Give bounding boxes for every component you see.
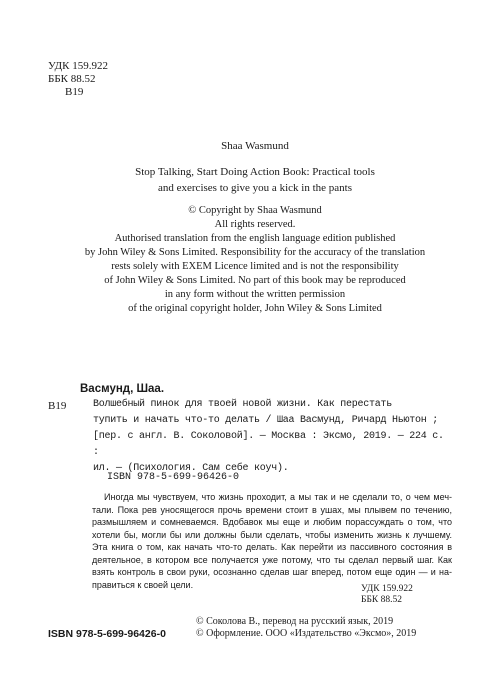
top-classification-codes (48, 60, 108, 99)
copyright-line: © Соколова В., перевод на русский язык, 2019 (196, 616, 394, 627)
copyright-line: of John Wiley & Sons Limited. No part of this book may be reproduced (104, 275, 406, 286)
annotation-line: взять контроль в свои руки, осознанно сделав шаг вперед, потом еще один — и на- (92, 567, 452, 577)
annotation-line: тали. Пока рев уносящегося прочь времени стоит в ушах, мы плывем по течению, (92, 504, 452, 515)
copyright-line: All rights reserved. (214, 219, 296, 230)
annotation-line: размышляем и сомневаемся. Вдобавок мы еще и любим порассуждать о том, что (92, 517, 452, 527)
copyright-line: rests solely with EXEM Licence limited and is not the responsibility (111, 261, 399, 272)
bottom-classification-codes (361, 584, 413, 606)
annotation-line: Иногда мы чувствуем, что жизнь проходит, а мы так и не сделали то, о чем меч- (104, 492, 452, 502)
annotation-line: Эта книга о том, как начать что-то делать. Как перейти из пассивного состояния в (92, 542, 452, 552)
bib-line: [пер. с англ. В. Соколовой]. — Москва : Эксмо, 2019. — 224 с. : (93, 431, 444, 458)
bibliographic-code: В19 (48, 400, 67, 412)
bbk-code: ББК 88.52 (48, 73, 96, 85)
original-title-line: and exercises to give you a kick in the pants (158, 182, 352, 194)
author-sign-code: В19 (65, 86, 84, 98)
original-title (60, 164, 450, 196)
bib-line: ил. — (Психология. Сам себе коуч). (93, 463, 289, 474)
bibliographic-isbn: ISBN 978-5-699-96426-0 (107, 472, 240, 483)
bib-line: тупить и начать что-то делать / Шаа Васмунд, Ричард Ньютон ; (93, 415, 439, 426)
author-english: Shaa Wasmund (221, 140, 289, 152)
annotation-line: деятельное, в котором все получается уже потому, что ты сделал первый шаг. Как (92, 554, 452, 565)
copyright-line: by John Wiley & Sons Limited. Responsibility for the accuracy of the translation (84, 247, 426, 258)
copyright-line: Authorised translation from the english language edition published (114, 233, 396, 244)
english-copyright-notice (60, 204, 450, 316)
copyright-line: of the original copyright holder, John Wiley & Sons Limited (128, 303, 382, 314)
copyright-line: © Copyright by Shaa Wasmund (188, 205, 322, 216)
udk-code: УДК 159.922 (361, 584, 413, 594)
bib-line: Волшебный пинок для твоей новой жизни. Как перестать (93, 399, 393, 410)
copyright-line: © Оформление. ООО «Издательство «Эксмо», 2019 (196, 628, 417, 639)
bibliographic-description (93, 397, 445, 477)
original-title-line: Stop Talking, Start Doing Action Book: Practical tools (135, 166, 375, 178)
annotation-paragraph (92, 491, 452, 591)
copyright-line: in any form without the written permission (164, 289, 346, 300)
bbk-code: ББК 88.52 (361, 595, 402, 605)
bibliographic-author: Васмунд, Шаа. (80, 383, 165, 395)
annotation-line: правиться к своей цели. (92, 579, 194, 590)
russian-copyright-notice (196, 616, 416, 640)
annotation-line: хотели бы, могли бы или должны были сделать, чтобы изменить жизнь к лучшему. (92, 529, 452, 540)
udk-code: УДК 159.922 (48, 60, 109, 72)
isbn: ISBN 978-5-699-96426-0 (48, 628, 166, 640)
